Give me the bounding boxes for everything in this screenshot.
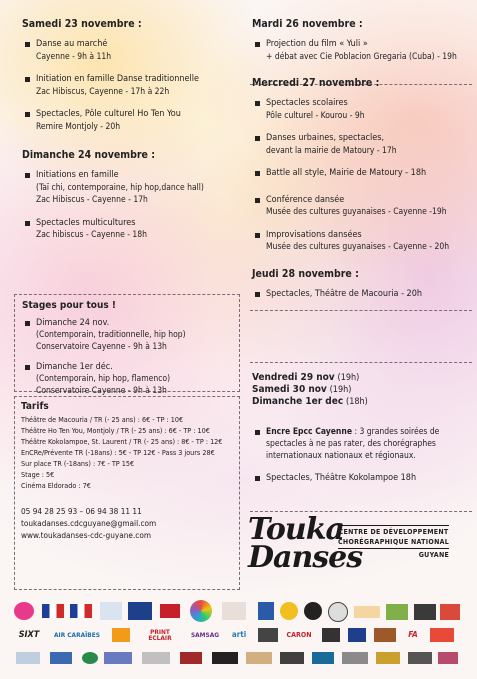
- sponsor-logo-icon: [160, 604, 180, 618]
- logo-sub3: GUYANE: [418, 551, 450, 559]
- logo-line2: Danses: [248, 540, 363, 575]
- finale-time: (19h): [337, 373, 360, 383]
- event-title: Projection du film « Yuli »: [266, 39, 368, 49]
- finale-block: [252, 372, 472, 495]
- touka-danses-logo: [248, 512, 468, 586]
- sponsor-logo-icon: [258, 628, 278, 642]
- right-column: [252, 18, 474, 310]
- sponsor-logo-icon: [280, 652, 304, 664]
- event-title: Initiation en famille Danse traditionnelle: [36, 74, 199, 84]
- sponsor-logo-icon: [180, 652, 202, 664]
- sponsor-caron: CARON: [286, 631, 312, 639]
- sponsor-logo-icon: [430, 628, 454, 642]
- sponsor-logo-icon: [100, 602, 122, 620]
- event-item: [252, 167, 474, 180]
- sponsor-logo-icon: [16, 652, 40, 664]
- event-item: [252, 472, 472, 485]
- contact-phone: 05 94 28 25 93 – 06 94 38 11 11: [21, 506, 142, 516]
- event-detail: Pôle culturel - Kourou - 9h: [266, 110, 365, 121]
- sponsor-logo-icon: [376, 652, 400, 664]
- sponsor-logo-icon: [408, 652, 432, 664]
- sponsor-logo-icon: [50, 652, 72, 664]
- sponsor-logo-icon: [128, 602, 152, 620]
- day-title-samedi-23: Samedi 23 novembre :: [22, 18, 142, 30]
- sponsor-print-eclair: PRINT ECLAIR: [148, 628, 172, 642]
- event-detail: : 3 grandes soirées de spectacles à ne pas rater, des chorégraphes internationaux nationaux et régionaux.: [266, 427, 440, 461]
- event-title: Danses urbaines, spectacles,: [266, 133, 385, 143]
- contact-email[interactable]: toukadanses.cdcguyane@gmail.com: [21, 518, 157, 528]
- event-detail: Remire Montjoly - 20h: [36, 121, 121, 132]
- sponsor-logo-icon: [142, 652, 170, 664]
- finale-time: (19h): [329, 385, 352, 395]
- event-title: Spectacles, Théâtre de Macouria - 20h: [266, 288, 422, 299]
- event-item: [22, 169, 242, 207]
- tarif-line: EnCRe/Prévente TR (-18ans) : 5€ - TP 12€ - Pass 3 jours 28€: [21, 448, 215, 457]
- stages-title: Stages pour tous !: [22, 300, 116, 311]
- event-item: [22, 38, 242, 63]
- sponsor-logo-icon: [304, 602, 322, 620]
- event-detail: Zac Hibiscus - Cayenne - 17h: [36, 195, 148, 205]
- logo-sub2: CHORÉGRAPHIQUE NATIONAL: [338, 538, 450, 546]
- day-title-jeudi-28: Jeudi 28 novembre :: [252, 267, 359, 280]
- event-title: Spectacles, Théâtre Kokolampoe 18h: [266, 473, 417, 483]
- event-detail: Musée des cultures guyanaises - Cayenne -19h: [266, 207, 447, 217]
- tarifs-title: Tarifs: [21, 401, 49, 412]
- event-item: [252, 229, 474, 254]
- finale-date: [252, 384, 472, 396]
- day-title-dimanche-24: Dimanche 24 novembre :: [22, 149, 155, 161]
- sponsor-logo-icon: [386, 604, 408, 620]
- finale-day: Samedi 30 nov: [252, 384, 327, 395]
- event-title: Danse au marché: [36, 39, 108, 49]
- event-title: Conférence dansée: [266, 194, 345, 205]
- event-item: [22, 108, 242, 133]
- event-item: [252, 97, 474, 122]
- sponsor-samsag: SAMSAG: [190, 631, 220, 639]
- sponsor-logo-icon: [112, 628, 130, 642]
- sponsor-logo-icon: [440, 604, 460, 620]
- contact-website[interactable]: www.toukadanses-cdc-guyane.com: [21, 530, 152, 540]
- sponsor-logo-icon: [246, 652, 272, 664]
- event-detail: Musée des cultures guyanaises - Cayenne - 20h: [266, 242, 450, 252]
- sponsor-logo-icon: [342, 652, 368, 664]
- sponsor-logo-icon: [414, 604, 436, 620]
- sponsor-logo-icon: [354, 606, 380, 618]
- event-title: Spectacles scolaires: [266, 98, 348, 108]
- stage-detail: (Contemporain, hip hop, flamenco): [36, 374, 171, 384]
- sponsor-arti: arti: [231, 630, 247, 639]
- tarif-line: Théâtre de Macouria / TR (- 25 ans) : 6€ - TP : 10€: [21, 415, 184, 424]
- flag-icon: [70, 604, 92, 618]
- sponsor-logo-icon: [258, 602, 274, 620]
- sponsor-strip: [0, 594, 477, 679]
- event-detail: Zac Hibiscus, Cayenne - 17h à 22h: [36, 86, 170, 97]
- event-detail: (Taï chi, contemporaine, hip hop,dance hall): [36, 182, 204, 193]
- flag-icon: [42, 604, 64, 618]
- sponsor-logo-icon: [328, 602, 348, 622]
- event-item: [252, 288, 474, 301]
- logo-line1: Touka: [248, 512, 344, 547]
- sponsor-logo-icon: [212, 652, 238, 664]
- logo-sub1: CENTRE DE DÉVELOPPEMENT: [338, 528, 449, 536]
- stage-detail: (Contemporain, traditionnelle, hip hop): [36, 330, 186, 340]
- sponsor-sixt: SIXT: [18, 630, 40, 640]
- event-title: Battle all style, Mairie de Matoury - 18h: [266, 168, 427, 178]
- sponsor-logo-icon: [348, 628, 366, 642]
- event-title: Improvisations dansées: [266, 229, 362, 240]
- tarif-line: Stage : 5€: [21, 470, 55, 479]
- finale-day: Vendredi 29 nov: [252, 372, 335, 383]
- event-title: Spectacles multicultures: [36, 217, 136, 228]
- sponsor-logo-icon: [14, 602, 34, 620]
- sponsor-logo-icon: [374, 628, 396, 642]
- sponsor-logo-icon: [438, 652, 458, 664]
- tarif-line: Sur place TR (-18ans) : 7€ - TP 15€: [21, 459, 135, 468]
- sponsor-logo-icon: [190, 600, 212, 622]
- event-detail: + débat avec Cie Poblacion Gregaria (Cuba) - 19h: [266, 51, 457, 62]
- sponsor-logo-icon: [82, 652, 98, 664]
- divider: [250, 310, 472, 311]
- stage-date: Dimanche 1er déc.: [36, 362, 113, 372]
- event-item: [252, 132, 474, 157]
- stage-date: Dimanche 24 nov.: [36, 318, 110, 328]
- event-title: Initiations en famille: [36, 170, 119, 180]
- day-title-mercredi-27: Mercredi 27 novembre :: [252, 77, 380, 89]
- logo-subtitle: [338, 524, 449, 560]
- tarif-line: Théâtre Ho Ten You, Montjoly / TR (- 25 ans) : 6€ - TP : 10€: [21, 426, 210, 435]
- stage-item: [22, 361, 237, 397]
- sponsor-air-caraibes: AIR CARAÏBES: [54, 631, 100, 639]
- finale-date: [252, 372, 472, 384]
- divider: [250, 362, 472, 363]
- day-title-mardi-26: Mardi 26 novembre :: [252, 18, 363, 30]
- sponsor-fa: FA: [408, 630, 418, 639]
- event-item: [252, 194, 474, 219]
- event-item: [252, 38, 474, 63]
- finale-date: [252, 396, 472, 408]
- stage-detail: Conservatoire Cayenne - 9h à 13h: [36, 342, 167, 352]
- stages-content: [22, 300, 237, 405]
- event-item: [22, 73, 242, 98]
- tarif-line: Cinéma Eldorado : 7€: [21, 481, 91, 490]
- finale-time: (18h): [346, 397, 368, 407]
- tarif-line: Théâtre Kokolampoe, St. Laurent / TR (- 25 ans) : 8€ - TP : 12€: [21, 437, 223, 446]
- sponsor-logo-icon: [280, 602, 298, 620]
- event-detail: Zac hibiscus - Cayenne - 18h: [36, 230, 147, 240]
- event-detail: Cayenne - 9h à 11h: [36, 51, 112, 62]
- stage-detail: Conservatoire Cayenne - 9h à 13h: [36, 386, 167, 396]
- sponsor-logo-icon: [312, 652, 334, 664]
- stage-item: [22, 317, 237, 353]
- event-item: [252, 426, 472, 462]
- left-column: [22, 18, 242, 252]
- event-title: Spectacles, Pôle culturel Ho Ten You: [36, 109, 181, 119]
- finale-day: Dimanche 1er dec: [252, 396, 344, 407]
- sponsor-logo-icon: [104, 652, 132, 664]
- event-detail: devant la mairie de Matoury - 17h: [266, 145, 397, 156]
- sponsor-logo-icon: [322, 628, 340, 642]
- event-title: Encre Epcc Cayenne: [266, 427, 353, 437]
- event-item: [22, 217, 242, 242]
- tarifs-content: [21, 401, 235, 541]
- sponsor-logo-icon: [222, 602, 246, 620]
